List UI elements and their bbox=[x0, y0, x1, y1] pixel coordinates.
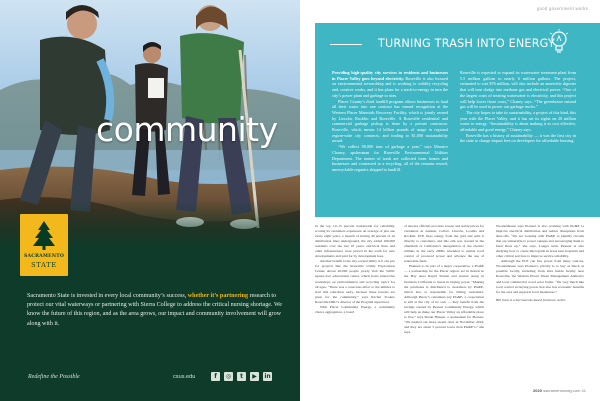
right-page-article bbox=[300, 0, 600, 401]
feature-col2-para-1: Roseville is expected to expand its wastewater treatment plant from 5.5 million gallons to nearly 6 million gallons. The project, estimated to cost $76 million, will also include an anaerobic digester that will turn sludge into methane gas and electrical power. “One of the largest costs of treating wastewater is electricity, and this project will help lower those costs,” Chaney says. “The greenhouse natural gas will be used to power our garbage trucks.” bbox=[460, 70, 576, 110]
article-column-1 bbox=[315, 224, 395, 315]
community-headline: community bbox=[96, 110, 278, 149]
article-column-3 bbox=[496, 224, 584, 303]
youtube-icon[interactable]: ▶ bbox=[250, 372, 259, 381]
col3-para-1: Woodenhouse says Pioneer is also working with PG&E to improve electrical distribution and reduce disruptions from shut-offs. “We are working with PG&E to identify circuits that are vulnerable to power outages and encouraging them to fund those up,” she says. Longer term, Pioneer is also studying how to create microgrids in areas near hospitals and other critical services to improve service reliability. bbox=[496, 224, 584, 259]
page-number: 41 bbox=[581, 388, 586, 393]
ad-intro-highlight: whether it’s partnering bbox=[187, 293, 249, 299]
ad-intro-part-2: research to protect our vital waterways or partnering with Sierra College to address the critical nursing shortage. We know the future of this region, and as the area grows, our impact and community involvement will grow along with it. bbox=[27, 293, 282, 327]
col1-para-3: With Placer Community Energy, a community choice aggregation, a board bbox=[315, 304, 395, 314]
sacramento-state-logo bbox=[20, 214, 68, 276]
logo-line-1: SACRAMENTO bbox=[23, 254, 65, 259]
col1-para-2: Another benefit is the city-owned utility is it can pay for projects like the Roseville Utility Exploration Center. About 40,000 people yearly visit the 5,000-square-foot educational center, which hosts interactive workshops on environmental and recycling topics for all ages. “There was a conscious effort to the utilities to start this education early, because these lessons are great for the community,” says Rachel Tooker, Roseville DRU’s director of the Program supervisor. bbox=[315, 259, 395, 304]
col2-para-1: of elected officials procures lowest and stable prices for customers in Auburn, Colfax, Lincoln, Loomis and Rocklin. PCE buys energy from the grid and sells it directly to customers, and this aim was created in the aftermath of California’s deregulation of the electric utilities in the early 2000s. Intended to enable local control of procured power and advance the use of renewable fuels. bbox=[404, 224, 484, 264]
feature-col2-para-2: The city hopes to take its sustainability, a project of this kind, this year with the Placer Valley, and it has set its sights on 20 million waste to energy. “Sustainability is about making it as cost effective, affordable and good energy,” Chaney says. bbox=[460, 109, 576, 133]
article-column-2 bbox=[404, 224, 484, 335]
ad-intro-part-1: Sacramento State is invested in every local community’s success, bbox=[27, 293, 188, 299]
feature-para-2: Placer County’s third landfill program allows businesses to haul all their waste into one contract has earned recognition at the Western Placer Materials Recovery Facility, which is jointly owned by Lincoln, Rocklin and Roseville. A Roseville residential and commercial garbage pickup is done by a private contractor. Roseville, which means 14 billion pounds of usage in regional region-wide city contracts, and trading to $1,000 sustainability award. bbox=[332, 98, 448, 144]
feature-para-3: “We collect 90,000 tons of garbage a year,” says Maurice Chaney, spokesman for Roseville Environmental Utilities Department. The tonnes of trash are collected from homes and businesses and contracted to a recycling, all of the remains reused, unrecyclable organics shipped to landfill. bbox=[332, 144, 448, 172]
feature-lead-rest: Roseville is also focused on environmental stewardship and is working to solidify recycling and, creative works, and it has plans for a trash-to-energy in turn the city’s power plant and garbage to sites. bbox=[332, 75, 448, 98]
ad-footer bbox=[28, 372, 273, 384]
col3-para-2: Although the PCE can buy power from many sources, Woodenhouse says Pioneer’s priority is to buy as much as possible locally, including from sites inside facility near Roseville, the Western Placer Waste Management Authority and local commercial wood solar farms. “We very much like local control in buying power that also has economic benefits for the area and supports local businesses.” bbox=[496, 259, 584, 294]
author-credit: Bill Sosa is a Sacramento-based freelance writer. bbox=[496, 297, 566, 302]
title-rule bbox=[330, 44, 362, 45]
article-title: TURNING TRASH INTO ENERGY bbox=[378, 37, 556, 50]
ad-intro-paragraph bbox=[27, 292, 285, 329]
pine-tree-icon bbox=[31, 220, 57, 250]
logo-line-2: STATE bbox=[31, 261, 57, 269]
feature-column-1 bbox=[332, 70, 448, 173]
folio-year: 2020 bbox=[533, 388, 542, 393]
feature-col2-para-3: Roseville has a history of sustainability — it was the first city in the state to charge impact fees on developers for affordable housing. bbox=[460, 132, 576, 144]
section-kicker: good government works bbox=[537, 6, 588, 11]
page-folio bbox=[533, 388, 586, 393]
twitter-icon[interactable]: t bbox=[237, 372, 246, 381]
instagram-icon[interactable]: ◎ bbox=[225, 373, 232, 380]
folio-site: sacramentomag.com bbox=[541, 388, 581, 393]
col1-para-1: in the top 10–15 percent nationwide for reliability, scoring its customers experience an average of just one every eight years, a benefit of having 40 percent of its distribution lines underground, the city added 100,000 residents over the last 10 years, electrical lines and other infrastructure were placed in the earth for new developments and paid for by development fees. bbox=[315, 224, 395, 259]
tagline: Redefine the Possible bbox=[28, 374, 80, 380]
website-link[interactable]: csus.edu bbox=[173, 374, 196, 380]
social-icons bbox=[211, 372, 272, 381]
feature-lead: Providing high-quality city services to residents and businesses in Placer Valley goes beyond electricity. bbox=[332, 70, 448, 81]
col2-para-2: Planned to be part of a larger cooperative, a PG&E — a partnership for the Placer region, set in motion in the Bay Area Rapid Transit and started along in Northern California to invest in buying power. “Making the purchases is distributed to customers by PG&E, which also is responsible for billing customers. Although Placer’s customers pay PG&E, a cooperation is still at the city of its own — they benefit from the savings created by Pioneer Community Energy, which will help us make our Placer Valley an affordable place to live,” says Shaun Hansen, a spokesman for Pioneer. “We pushed our more recent rates in November 2019, and they are about 5 percent lower than PG&E’s,” she says. bbox=[404, 264, 484, 334]
facebook-icon[interactable]: f bbox=[211, 372, 220, 381]
feature-column-2 bbox=[460, 70, 576, 144]
linkedin-icon[interactable]: in bbox=[264, 373, 271, 380]
lightbulb-icon bbox=[549, 29, 569, 55]
